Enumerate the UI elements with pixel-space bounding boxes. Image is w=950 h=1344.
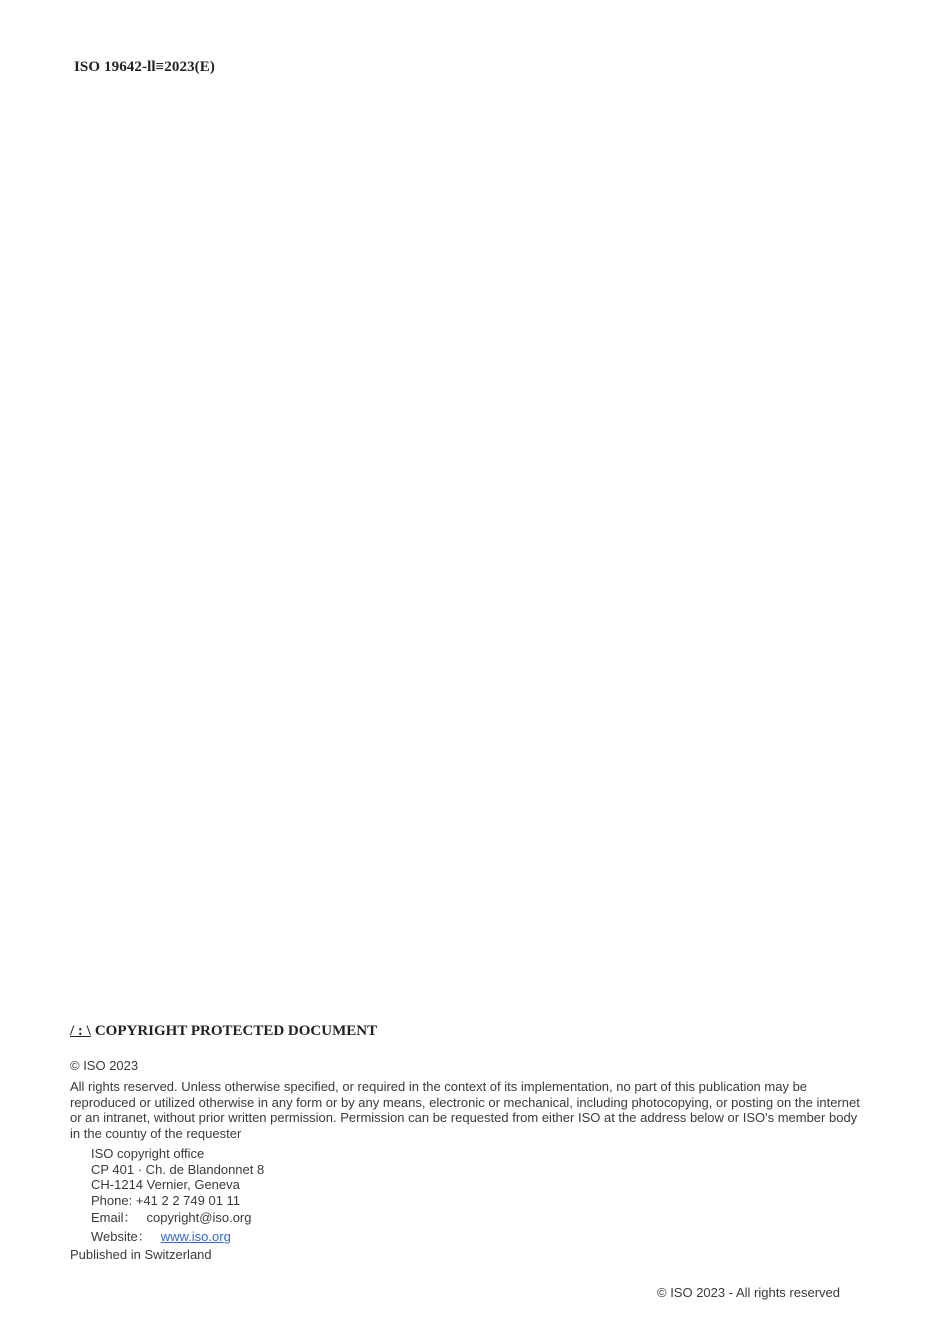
rights-notice: All rights reserved. Unless otherwise specified, or required in the context of its implementation, no part of this publication may be reproduced or utilized otherwise in any form or by any means, electronic or mechanical, including photocopying, or posting on the internet or an intranet, without prior written permission. Permission can be requested from either ISO at the address below or ISO's member body in the countιy of the requester — [70, 1079, 860, 1141]
office-city: CH-1214 Vernier, Geneva — [91, 1177, 240, 1192]
document-id-header: ISO 19642-ll≡2023(E) — [74, 59, 215, 75]
copyright-office-address — [70, 1146, 870, 1246]
copyright-year: © ISO 2023 — [70, 1058, 139, 1073]
copyright-heading-text: COPYRIGHT PROTECTED DOCUMENT — [94, 1023, 378, 1039]
website-label: Website： — [91, 1229, 151, 1244]
copyright-heading — [70, 1022, 870, 1040]
office-website-row — [91, 1227, 870, 1246]
email-value[interactable]: copyright@iso.org — [146, 1210, 252, 1225]
office-street: CP 401 · Ch. de Blandonnet 8 — [91, 1161, 265, 1177]
email-label: Email： — [91, 1210, 137, 1225]
office-name: ISO copyright office — [91, 1146, 205, 1161]
copyright-section — [70, 1022, 870, 1264]
copyright-symbol: / : \ — [70, 1023, 91, 1039]
website-link[interactable]: www.iso.org — [160, 1229, 231, 1244]
page-footer: © ISO 2023 - All rights reserved — [657, 1285, 840, 1300]
office-phone: Phone: +41 2 2 749 01 11 — [91, 1192, 241, 1208]
published-location: Published in Switzerland — [70, 1247, 212, 1262]
office-email-row — [91, 1208, 870, 1227]
